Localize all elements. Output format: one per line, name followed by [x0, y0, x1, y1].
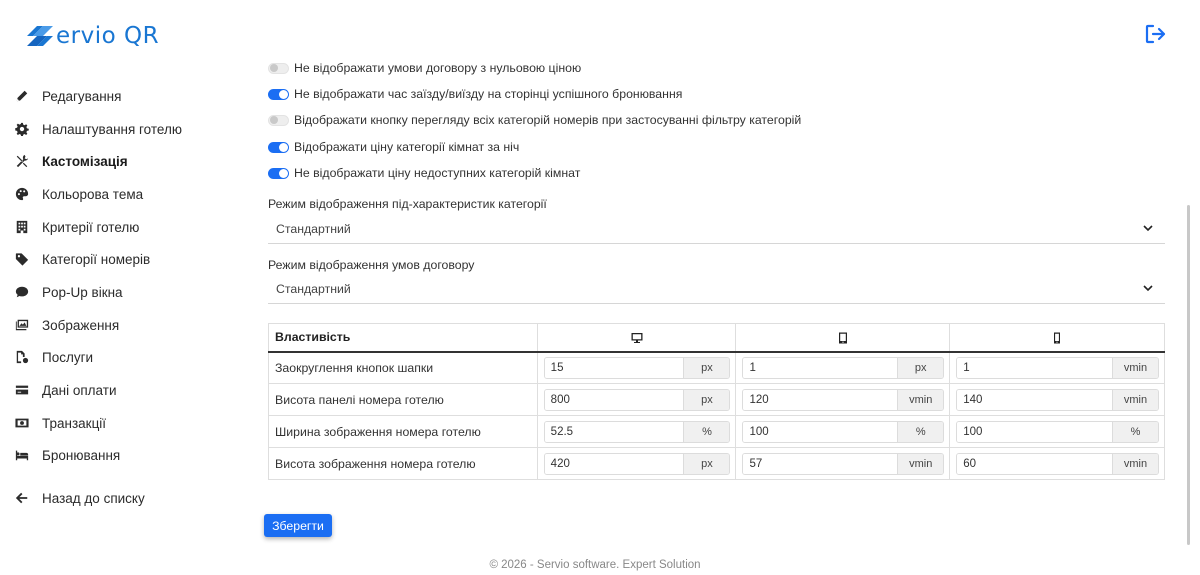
tablet-icon	[837, 332, 849, 344]
sidebar-item-services[interactable]	[14, 346, 93, 368]
sidebar-item-customization[interactable]	[14, 150, 128, 172]
mobile-column-header	[950, 324, 1165, 352]
toggle-switch[interactable]	[268, 168, 289, 179]
toggle-show-all-categories-button[interactable]	[268, 110, 801, 130]
tools-icon	[14, 153, 30, 169]
value-input-group[interactable]	[956, 421, 1159, 443]
table-row	[269, 384, 1165, 416]
property-name: Ширина зображення номера готелю	[269, 416, 538, 448]
unit-label: vmin	[1112, 358, 1158, 378]
subfeature-mode-select[interactable]	[268, 214, 1165, 244]
value-input-group[interactable]	[544, 357, 731, 379]
property-name: Висота панелі номера готелю	[269, 384, 538, 416]
card-icon	[14, 382, 30, 398]
table-row	[269, 352, 1165, 384]
sidebar-item-hotel-criteria[interactable]	[14, 216, 139, 238]
unit-label: px	[683, 454, 729, 474]
property-name: Висота зображення номера готелю	[269, 448, 538, 480]
toggle-hide-unavailable-price[interactable]	[268, 163, 580, 183]
mobile-cell	[950, 448, 1165, 480]
value-input[interactable]: 800	[545, 390, 684, 410]
scrollbar-thumb[interactable]	[1187, 205, 1190, 545]
value-input[interactable]: 60	[957, 454, 1112, 474]
sidebar-item-room-categories[interactable]	[14, 248, 150, 270]
building-icon	[14, 219, 30, 235]
sidebar-item-bookings[interactable]	[14, 444, 120, 466]
sidebar-item-label: Налаштування готелю	[42, 121, 182, 137]
mobile-cell	[950, 384, 1165, 416]
unit-label: px	[683, 390, 729, 410]
sidebar-item-label: Pop-Up вікна	[42, 284, 123, 300]
sidebar-item-label: Критерії готелю	[42, 219, 140, 235]
desktop-column-header	[537, 324, 736, 352]
services-icon	[14, 349, 30, 365]
unit-label: vmin	[1112, 454, 1158, 474]
logout-button[interactable]	[1145, 24, 1167, 44]
money-icon	[14, 415, 30, 431]
palette-icon	[14, 186, 30, 202]
tablet-cell	[736, 448, 950, 480]
unit-label: %	[1112, 422, 1158, 442]
toggle-switch[interactable]	[268, 142, 289, 153]
gear-icon	[14, 121, 30, 137]
logo-text: ervio QR	[56, 23, 160, 49]
back-to-list-link[interactable]	[14, 487, 145, 509]
comment-icon	[14, 284, 30, 300]
sidebar-item-label: Транзакції	[42, 415, 107, 431]
chevron-down-icon	[1143, 223, 1153, 233]
images-icon	[14, 317, 30, 333]
table-header-row	[269, 324, 1165, 352]
tablet-cell	[736, 384, 950, 416]
unit-label: vmin	[897, 454, 943, 474]
value-input-group[interactable]	[956, 357, 1159, 379]
bed-icon	[14, 447, 30, 463]
value-input-group[interactable]	[742, 421, 944, 443]
value-input-group[interactable]	[544, 389, 731, 411]
unit-label: vmin	[1112, 390, 1158, 410]
toggle-switch[interactable]	[268, 63, 289, 74]
sidebar-item-label: Редагування	[42, 88, 122, 104]
desktop-cell	[537, 384, 736, 416]
value-input[interactable]: 100	[957, 422, 1112, 442]
desktop-cell	[537, 352, 736, 384]
unit-label: %	[683, 422, 729, 442]
property-column-header: Властивість	[269, 324, 538, 352]
value-input-group[interactable]	[742, 453, 944, 475]
value-input[interactable]: 420	[545, 454, 684, 474]
value-input[interactable]: 52.5	[545, 422, 684, 442]
toggle-switch[interactable]	[268, 89, 289, 100]
value-input-group[interactable]	[956, 453, 1159, 475]
sidebar-item-editing[interactable]	[14, 85, 121, 107]
toggle-label: Не відображати час заїзду/виїзду на сторінці успішного бронювання	[294, 87, 683, 101]
toggle-label: Відображати кнопку перегляду всіх категорій номерів при застосуванні фільтру категорій	[294, 113, 802, 127]
arrow-left-icon	[14, 490, 30, 506]
value-input-group[interactable]	[544, 421, 731, 443]
tablet-column-header	[736, 324, 950, 352]
chevron-down-icon	[1143, 283, 1153, 293]
sidebar-item-label: Бронювання	[42, 447, 121, 463]
tablet-cell	[736, 352, 950, 384]
value-input[interactable]: 1	[957, 358, 1112, 378]
value-input-group[interactable]	[742, 357, 944, 379]
mobile-icon	[1051, 332, 1063, 344]
value-input[interactable]: 15	[545, 358, 684, 378]
value-input[interactable]: 120	[743, 390, 897, 410]
save-button[interactable]: Зберегти	[264, 514, 332, 537]
toggle-hide-zero-price-contract[interactable]	[268, 58, 581, 78]
sidebar-item-label: Зображення	[42, 317, 120, 333]
sidebar-item-label: Кольорова тема	[42, 186, 144, 202]
value-input[interactable]: 140	[957, 390, 1112, 410]
sidebar-item-label: Категорії номерів	[42, 251, 151, 267]
unit-label: vmin	[897, 390, 943, 410]
logout-icon	[1145, 24, 1167, 44]
desktop-cell	[537, 448, 736, 480]
servio-logo-icon	[24, 20, 56, 52]
toggle-label: Не відображати умови договору з нульовою ціною	[294, 61, 582, 75]
value-input-group[interactable]	[956, 389, 1159, 411]
mobile-cell	[950, 416, 1165, 448]
sidebar-item-popup-windows[interactable]	[14, 281, 123, 303]
sidebar-item-label: Кастомізація	[42, 153, 128, 169]
value-input[interactable]: 100	[743, 422, 897, 442]
footer-copyright: © 2026 - Servio software. Expert Solution	[489, 559, 701, 571]
toggle-label: Відображати ціну категорії кімнат за ніч	[294, 140, 520, 154]
tag-icon	[14, 251, 30, 267]
sidebar-item-transactions[interactable]	[14, 412, 106, 434]
sidebar-item-color-theme[interactable]	[14, 183, 143, 205]
value-input[interactable]: 1	[743, 358, 897, 378]
table-row	[269, 448, 1165, 480]
mobile-cell	[950, 352, 1165, 384]
properties-table	[268, 323, 1165, 480]
toggle-hide-checkin-time[interactable]	[268, 84, 682, 104]
value-input-group[interactable]	[544, 453, 731, 475]
value-input[interactable]: 57	[743, 454, 897, 474]
toggle-show-price-per-night[interactable]	[268, 137, 519, 157]
tablet-cell	[736, 416, 950, 448]
table-row	[269, 416, 1165, 448]
sidebar-item-images[interactable]	[14, 314, 119, 336]
sidebar-item-label: Послуги	[42, 349, 94, 365]
back-to-list-label: Назад до списку	[42, 490, 145, 506]
value-input-group[interactable]	[742, 389, 944, 411]
property-name: Заокруглення кнопок шапки	[269, 352, 538, 384]
unit-label: %	[897, 422, 943, 442]
sidebar-item-label: Дані оплати	[42, 382, 117, 398]
select-value: Стандартний	[276, 221, 351, 236]
pencil-icon	[14, 88, 30, 104]
sidebar-item-hotel-settings[interactable]	[14, 118, 182, 140]
select-value: Стандартний	[276, 281, 351, 296]
toggle-switch[interactable]	[268, 115, 289, 126]
sidebar-item-payment-data[interactable]	[14, 379, 117, 401]
contract-mode-label: Режим відображення умов договору	[268, 258, 475, 272]
unit-label: px	[683, 358, 729, 378]
toggle-label: Не відображати ціну недоступних категорій кімнат	[294, 166, 581, 180]
desktop-icon	[631, 332, 643, 344]
subfeature-mode-label: Режим відображення під-характеристик категорії	[268, 197, 547, 211]
desktop-cell	[537, 416, 736, 448]
unit-label: px	[897, 358, 943, 378]
servio-logo[interactable]	[24, 20, 159, 52]
contract-mode-select[interactable]	[268, 274, 1165, 304]
